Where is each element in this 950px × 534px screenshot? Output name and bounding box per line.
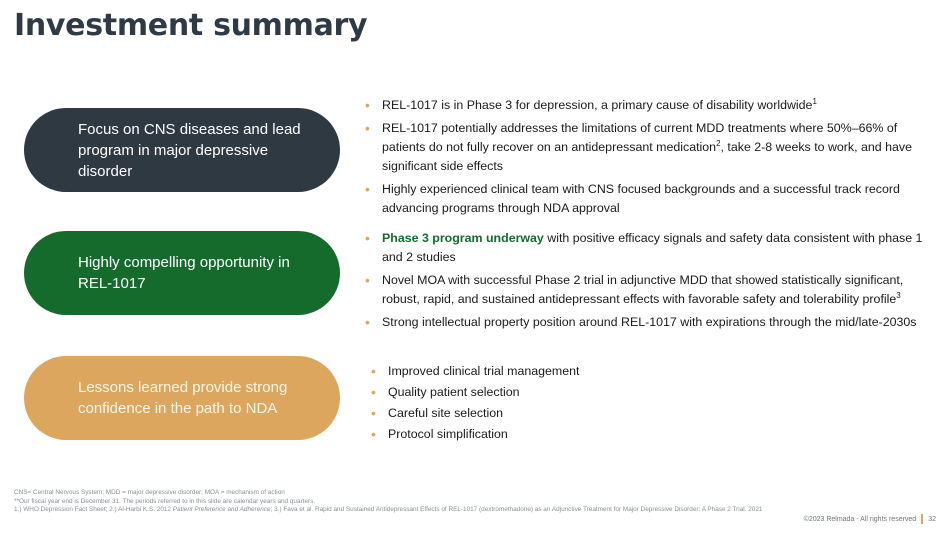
slide-title: Investment summary — [14, 8, 368, 43]
pill-lessons-learned — [24, 356, 340, 440]
bullet-text: Novel MOA with successful Phase 2 trial in adjunctive MDD that showed statistically significant, robust, rapid, and sustained antidepressant effects with favorable safety and tolerability profile — [382, 273, 904, 306]
bullet-icon: • — [365, 181, 370, 197]
pill-label: Focus on CNS diseases and lead program in major depressive disorder — [78, 120, 301, 180]
footer-divider — [921, 514, 923, 524]
footnote-ref: 3 — [896, 290, 901, 300]
pill-label: Lessons learned provide strong confidence in the path to NDA — [78, 379, 288, 417]
bullet-list-lessons — [371, 362, 771, 446]
bullet-text: , take 2-8 weeks to work, and have significant side effects — [382, 140, 912, 173]
page-number: 32 — [928, 515, 936, 523]
bullet-text: REL-1017 is in Phase 3 for depression, a primary cause of disability worldwide — [382, 98, 813, 112]
list-item — [371, 404, 771, 423]
reference-text: 1.) WHO Depression Fact Sheet; 2.) Al-Harbi K.S. 2012 — [14, 506, 173, 514]
bullet-text: Protocol simplification — [388, 427, 508, 441]
bullet-text: Careful site selection — [388, 406, 504, 420]
list-item — [365, 313, 930, 332]
footnote-ref: 1 — [812, 96, 817, 106]
highlight-text: Phase 3 program underway — [382, 231, 544, 245]
bullet-text: REL-1017 potentially addresses the limitations of current MDD treatments where 50%–66% of patients do not fully recover on an antidepressant medication — [382, 121, 898, 154]
bullet-icon: • — [365, 314, 370, 330]
list-item — [365, 271, 930, 309]
bullet-icon: • — [365, 97, 370, 113]
footnote-abbreviations: CNS= Central Nervous System; MDD = major depressive disorder; MOA = mechanism of action — [14, 489, 285, 496]
footnote-references — [14, 506, 794, 515]
reference-text: ; 3.) Fava et al. Rapid and Sustained Antidepressant Effects of REL-1017 (dextromethadone) as an Adjunctive Treatment for Major Depressive Disorder: A Phase 2 Trial. 2021 — [270, 506, 763, 514]
bullet-icon: • — [365, 230, 370, 246]
bullet-icon: • — [365, 272, 370, 288]
list-item — [365, 180, 925, 218]
footnotes — [14, 489, 794, 515]
footnote-ref: 2 — [716, 138, 721, 148]
bullet-text: Strong intellectual property position around REL-1017 with expirations through the mid/late-2030s — [382, 315, 917, 329]
bullet-icon: • — [371, 426, 376, 442]
list-item — [371, 425, 771, 444]
footnote-fiscal-year: **Our fiscal year end is December 31. The periods referred to in this slide are calendar years and quarters. — [14, 497, 316, 505]
bullet-text: Improved clinical trial management — [388, 364, 580, 378]
bullet-icon: • — [365, 120, 370, 136]
copyright-text: ©2023 Relmada - All rights reserved — [803, 515, 917, 523]
list-item — [365, 119, 925, 176]
bullet-text: with positive efficacy signals and safety data consistent with phase 1 and 2 studies — [382, 231, 923, 264]
reference-journal: Patient Preference and Adherence — [172, 506, 271, 514]
bullet-icon: • — [371, 363, 376, 379]
pill-label: Highly compelling opportunity in REL-1017 — [78, 254, 290, 292]
list-item — [371, 362, 771, 381]
bullet-icon: • — [371, 384, 376, 400]
bullet-text: Highly experienced clinical team with CNS focused backgrounds and a successful track record advancing programs through NDA approval — [382, 182, 900, 215]
list-item — [365, 229, 930, 267]
list-item — [365, 96, 925, 115]
bullet-list-opportunity — [365, 229, 930, 336]
pill-cns-focus — [24, 108, 340, 192]
pill-compelling-opportunity — [24, 231, 340, 315]
bullet-list-cns-focus — [365, 96, 925, 222]
bullet-icon: • — [371, 405, 376, 421]
list-item — [371, 383, 771, 402]
bullet-text: Quality patient selection — [388, 385, 520, 399]
slide-footer — [804, 514, 936, 524]
